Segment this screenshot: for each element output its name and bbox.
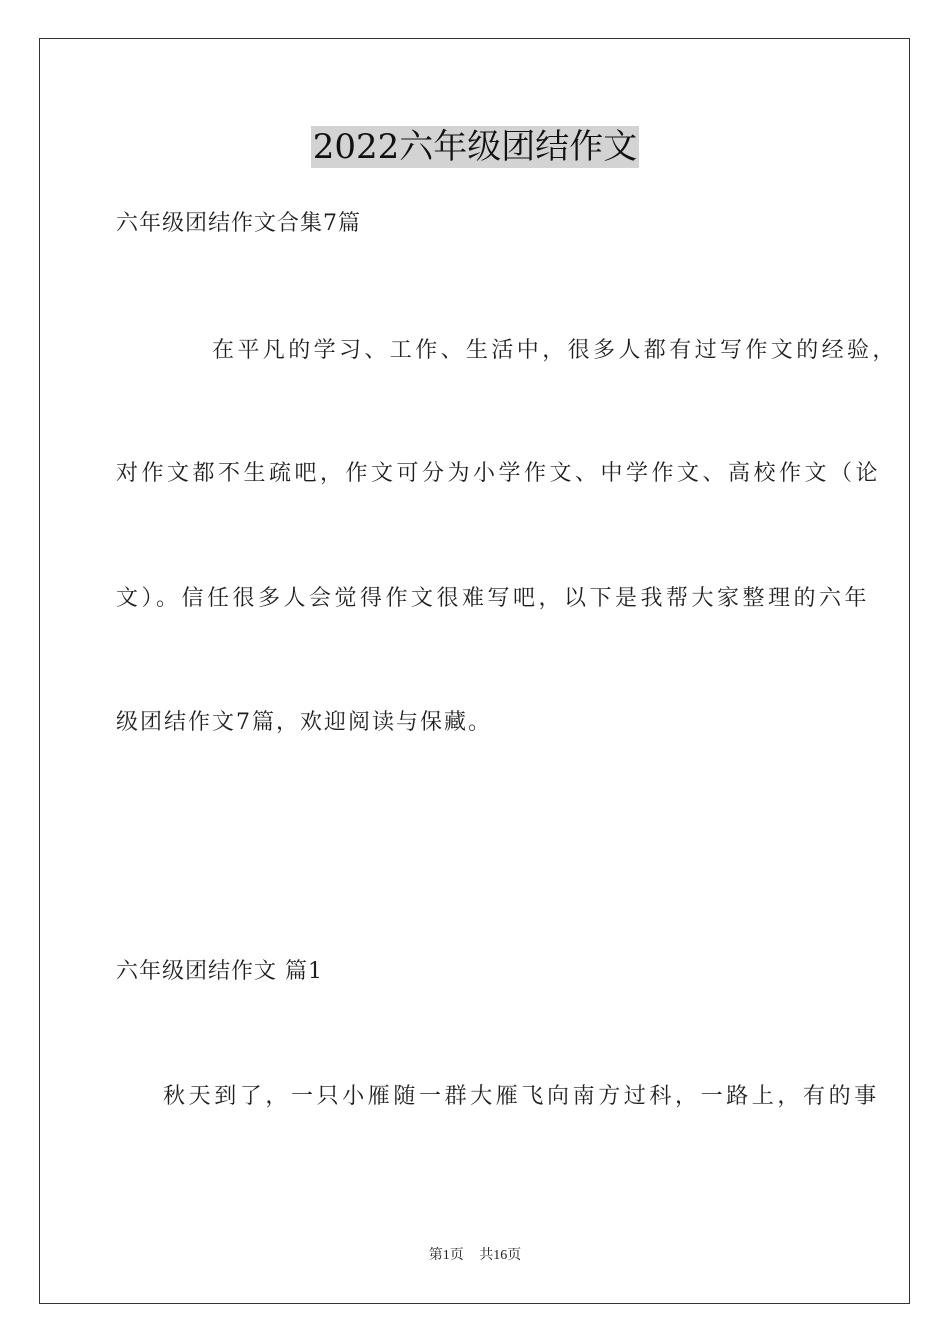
intro-line-4: 级团结作文7篇，欢迎阅读与保藏。 bbox=[116, 710, 492, 735]
intro-line-1: 在平凡的学习、工作、生活中，很多人都有过写作文的经验， bbox=[212, 338, 898, 363]
intro-line-3: 文）。信任很多人会觉得作文很难写吧，以下是我帮大家整理的六年 bbox=[116, 586, 871, 611]
title-container bbox=[0, 126, 950, 168]
page-number-total: 共16页 bbox=[479, 1248, 522, 1263]
document-title: 2022六年级团结作文 bbox=[312, 127, 638, 167]
document-subtitle: 六年级团结作文合集7篇 bbox=[116, 211, 361, 236]
page-footer bbox=[0, 1246, 950, 1266]
section-heading: 六年级团结作文 篇1 bbox=[116, 959, 323, 984]
section-line-1: 秋天到了，一只小雁随一群大雁飞向南方过科，一路上，有的事 bbox=[163, 1084, 880, 1109]
intro-line-2: 对作文都不生疏吧，作文可分为小学作文、中学作文、高校作文（论 bbox=[116, 461, 882, 486]
page-number-current: 第1页 bbox=[428, 1248, 464, 1263]
